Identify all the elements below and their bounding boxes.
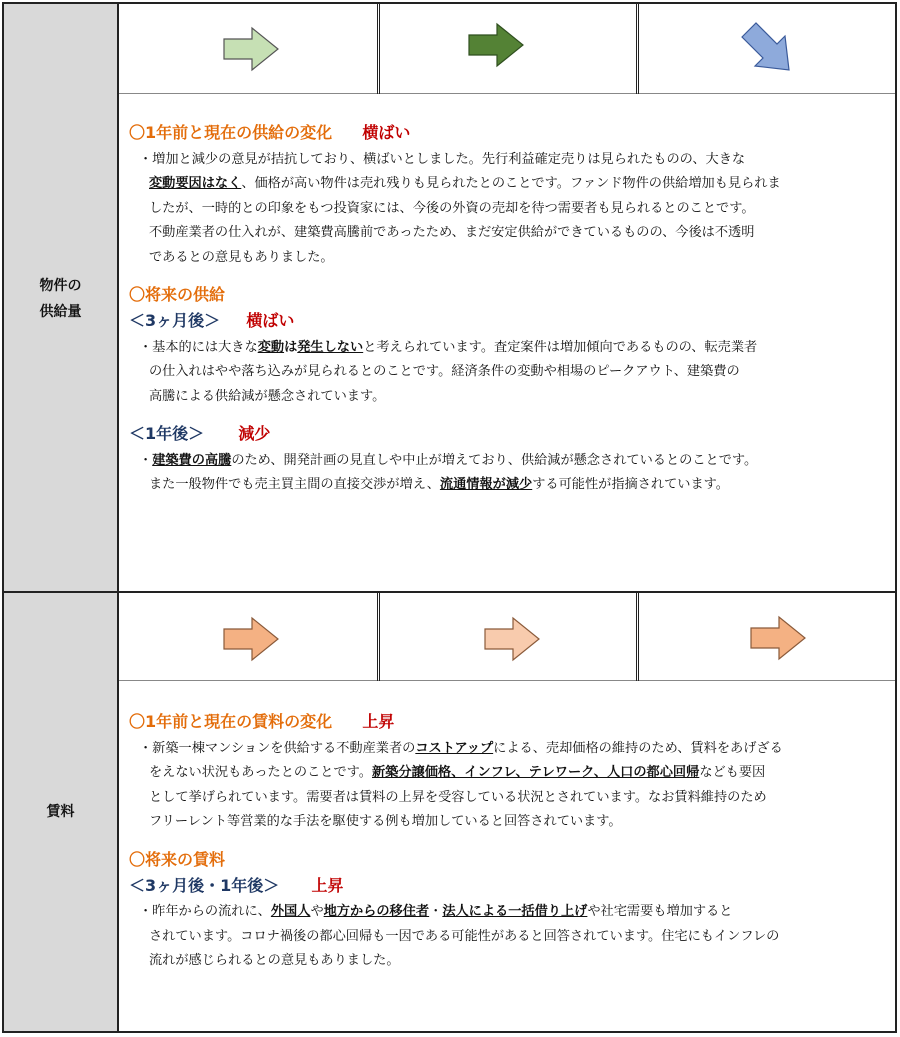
supply-1y-subheading xyxy=(129,421,887,449)
rent-current-line-4: フリーレント等営業的な手法を駆使する例も増加していると回答されています。 xyxy=(149,814,622,829)
rent-future-text-c: や xyxy=(310,904,324,919)
supply-3m-line-3: 高騰による供給減が懸念されています。 xyxy=(149,388,386,404)
supply-current-heading xyxy=(129,120,887,148)
supply-3m-subheading xyxy=(129,308,887,336)
rent-current-text-c: による、売却価格の維持のため、賃料をあげざる xyxy=(493,740,783,756)
supply-current-line-3: したが、一時的との印象をもつ投資家には、今後の外資の売却を待つ需要者も見られるとのことです。 xyxy=(149,200,755,216)
rent-future-subheading xyxy=(129,873,887,901)
rent-future-line-3: 流れが感じられるとの意見もありました。 xyxy=(149,953,400,968)
supply-3m-line-1 xyxy=(129,336,887,361)
rent-future-text-e: や社宅需要も増加すると xyxy=(587,904,733,919)
supply-current-trend: 横ばい xyxy=(362,123,411,142)
supply-col-divider-2 xyxy=(636,4,639,94)
rent-1y-arrow-right-icon xyxy=(749,615,807,661)
supply-1y-trend: 減少 xyxy=(238,424,271,443)
supply-current-line-2-text: 、価格が高い物件は売れ残りも見られたとのことです。ファンド物件の供給増加も見られま xyxy=(241,176,781,191)
supply-current-line-1: ・増加と減少の意見が拮抗しており、横ばいとしました。先行利益確定売りは見られたものの、大きな xyxy=(139,151,746,167)
rent-label: 賃料 xyxy=(46,804,75,820)
rent-content xyxy=(129,709,887,974)
rent-current-line-2 xyxy=(129,761,887,786)
supply-label-line2: 供給量 xyxy=(39,303,82,320)
rent-current-emphasis-1: コストアップ xyxy=(415,740,494,756)
supply-3m-emphasis-1: 変動 xyxy=(257,339,285,355)
supply-3m-text-c: は xyxy=(284,339,298,355)
rent-current-line-1 xyxy=(129,737,887,762)
supply-current-title: 〇1年前と現在の供給の変化 xyxy=(129,123,333,142)
rent-col-divider-1 xyxy=(377,593,380,681)
supply-1y-text-l2c: する可能性が指摘されています。 xyxy=(532,477,729,492)
supply-current-emphasis: 変動要因はなく xyxy=(149,176,242,191)
supply-content xyxy=(129,120,887,498)
rent-arrow-row-divider xyxy=(119,680,895,681)
rent-current-text-l2c: なども要因 xyxy=(699,765,766,780)
supply-future-heading: 〇将来の供給 xyxy=(129,285,226,304)
supply-label-line1: 物件の xyxy=(39,277,82,294)
supply-1y-text-l2a: また一般物件でも売主買主間の直接交渉が増え、 xyxy=(149,477,440,492)
rent-current-heading xyxy=(129,709,887,737)
supply-3m-emphasis-2: 発生しない xyxy=(297,339,364,355)
supply-1y-line-1 xyxy=(129,449,887,474)
supply-3m-arrow-right-icon xyxy=(222,26,280,72)
rent-future-line-2: されています。コロナ禍後の都心回帰も一因である可能性があると回答されています。住宅にもインフレの xyxy=(149,928,780,944)
supply-3m-text-a: ・基本的には大きな xyxy=(139,339,258,355)
rent-current-trend: 上昇 xyxy=(362,712,395,731)
rent-col-divider-2 xyxy=(636,593,639,681)
rent-future-emphasis-2: 地方からの移住者 xyxy=(323,904,430,919)
supply-3m-label: ＜3ヶ月後＞ xyxy=(129,311,221,330)
rent-current-emphasis-2: 新築分譲価格、インフレ、テレワーク、人口の都心回帰 xyxy=(372,765,700,780)
rent-future-heading: 〇将来の賃料 xyxy=(129,849,226,869)
supply-1y-line-2 xyxy=(129,473,887,498)
supply-1y-arrow-down-right-icon xyxy=(739,20,799,80)
rent-future-text-d: ・ xyxy=(429,904,443,919)
rent-row-label xyxy=(4,593,119,1031)
rent-future-line-1 xyxy=(129,900,887,925)
supply-col-divider-1 xyxy=(377,4,380,94)
supply-current-line-2 xyxy=(129,172,887,197)
supply-3m-trend: 横ばい xyxy=(246,311,295,330)
rent-future-text-a: ・昨年からの流れに、 xyxy=(139,904,271,919)
supply-1y-bullet: ・ xyxy=(139,452,153,468)
rent-current-arrow-right-icon xyxy=(483,616,541,662)
rent-current-line-3: として挙げられています。需要者は賃料の上昇を受容している状況とされています。なお賃料維持のため xyxy=(149,789,767,805)
supply-current-arrow-right-icon xyxy=(467,22,525,68)
supply-3m-text-d: と考えられています。査定案件は増加傾向であるものの、転売業者 xyxy=(363,339,758,355)
supply-1y-emphasis-2: 流通情報が減少 xyxy=(439,477,533,492)
rent-future-emphasis-3: 法人による一括借り上げ xyxy=(442,904,588,919)
rent-future-emphasis-1: 外国人 xyxy=(270,904,311,919)
rent-future-label: ＜3ヶ月後・1年後＞ xyxy=(129,875,280,895)
report-table xyxy=(2,2,897,1033)
supply-1y-emphasis-1: 建築費の高騰 xyxy=(152,452,232,468)
rent-current-title: 〇1年前と現在の賃料の変化 xyxy=(129,712,333,731)
supply-current-line-4: 不動産業者の仕入れが、建築費高騰前であったため、まだ安定供給ができているものの、今後は不透明 xyxy=(149,225,755,240)
rent-3m-arrow-right-icon xyxy=(222,616,280,662)
supply-1y-text-c: のため、開発計画の見直しや中止が増えており、供給減が懸念されているとのことです。 xyxy=(231,452,758,468)
rent-current-text-a: ・新築一棟マンションを供給する不動産業者の xyxy=(139,740,416,756)
supply-1y-label: ＜1年後＞ xyxy=(129,424,205,443)
supply-arrow-row-divider xyxy=(119,93,895,94)
rent-current-text-l2a: をえない状況もあったとのことです。 xyxy=(149,765,372,780)
supply-current-line-5: であるとの意見もありました。 xyxy=(149,249,334,265)
rent-future-trend: 上昇 xyxy=(311,875,344,895)
supply-row-label xyxy=(4,4,119,593)
row-divider xyxy=(4,591,895,593)
supply-3m-line-2: の仕入れはやや落ち込みが見られるとのことです。経済条件の変動や相場のピークアウト、建築費の xyxy=(149,364,740,379)
